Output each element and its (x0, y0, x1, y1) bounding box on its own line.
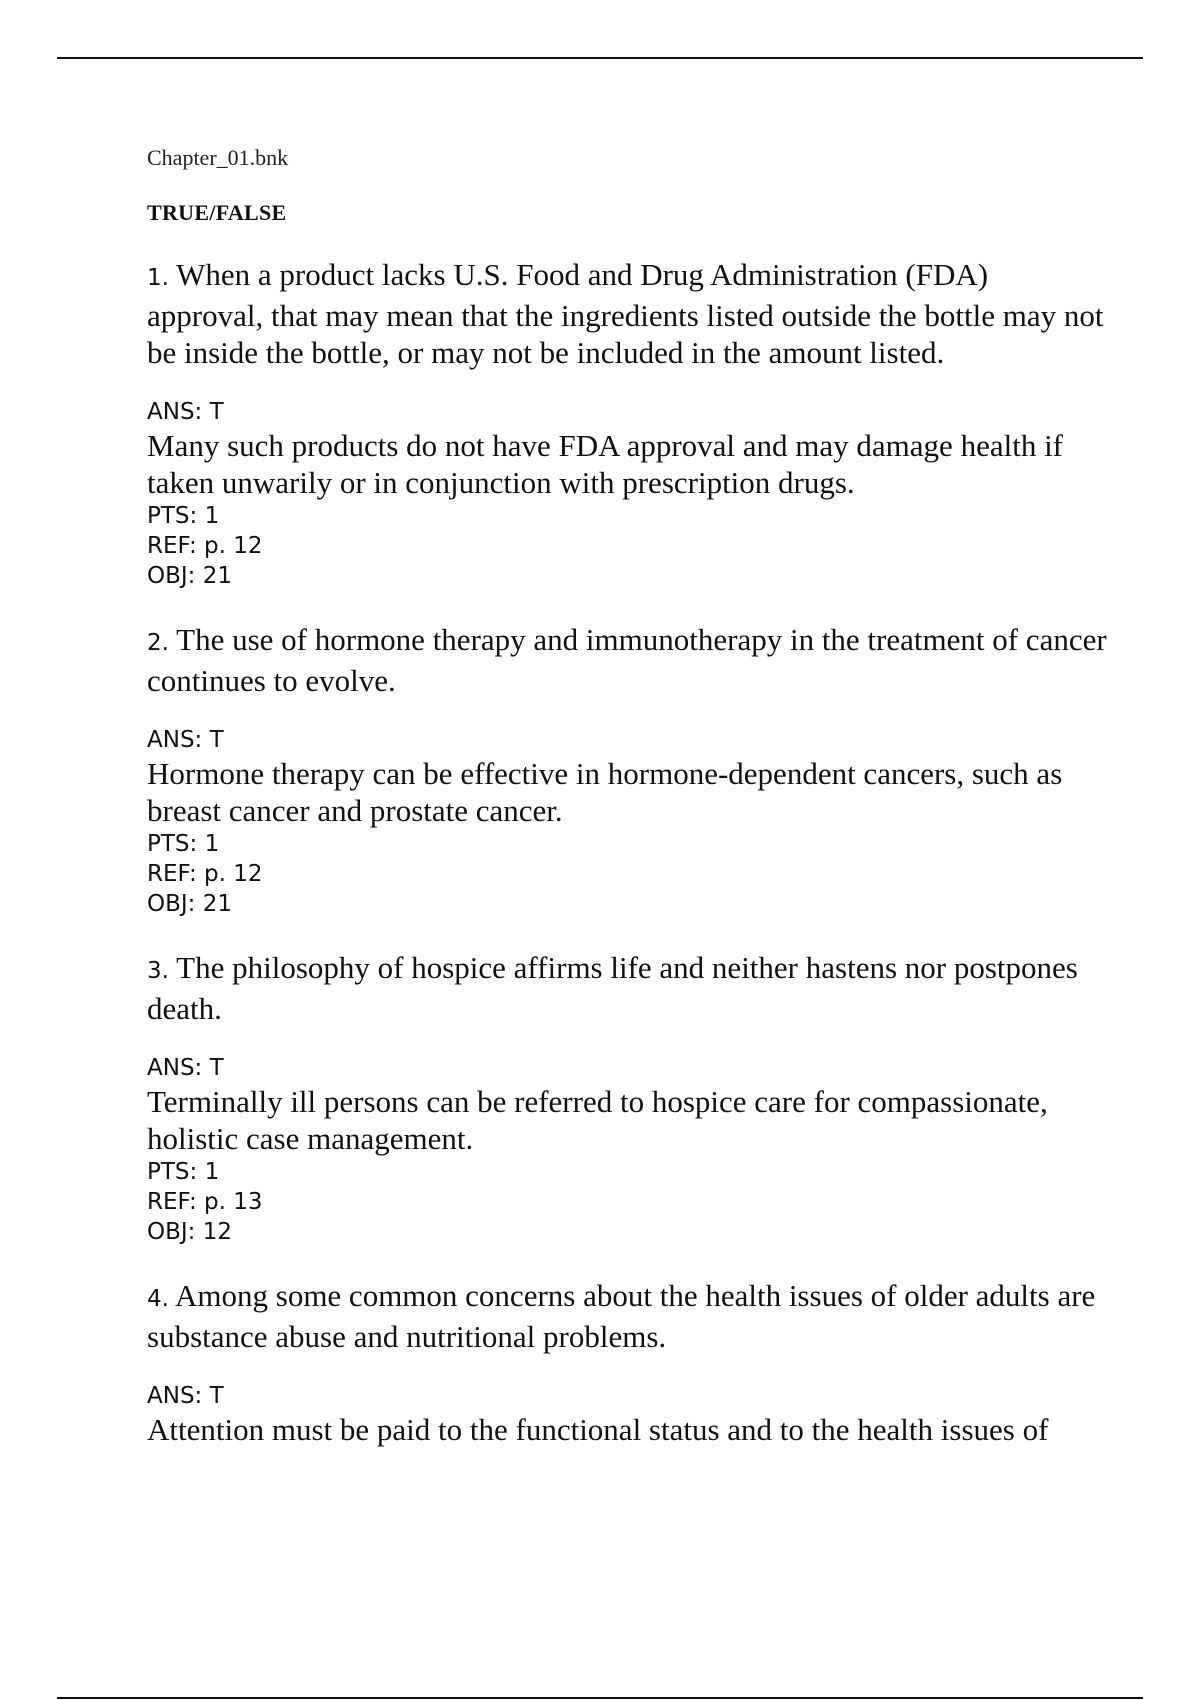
answer-key: ANS: T (147, 1383, 224, 1409)
document-filename: Chapter_01.bnk (147, 145, 289, 170)
points-value: PTS: 1 (147, 831, 220, 857)
page-reference: REF: p. 12 (147, 533, 263, 559)
page-reference: REF: p. 13 (147, 1189, 263, 1215)
question-number: 3. (147, 958, 169, 984)
section-heading: TRUE/FALSE (147, 200, 287, 225)
question-text (147, 1277, 1107, 1355)
question-text (147, 256, 1107, 371)
question-block (147, 256, 1107, 591)
question-body: The philosophy of hospice affirms life and neither hastens nor postpones death. (147, 950, 1078, 1026)
points-value: PTS: 1 (147, 503, 220, 529)
points-value: PTS: 1 (147, 1159, 220, 1185)
question-block (147, 949, 1107, 1247)
answer-rationale: Hormone therapy can be effective in hormone-dependent cancers, such as breast cancer and prostate cancer. (147, 756, 1063, 828)
answer-key: ANS: T (147, 727, 224, 753)
answer-rationale: Attention must be paid to the functional status and to the health issues of (147, 1412, 1049, 1447)
top-rule (57, 57, 1143, 59)
bottom-rule (57, 1697, 1143, 1699)
question-text (147, 621, 1107, 699)
question-body: Among some common concerns about the health issues of older adults are substance abuse and nutritional problems. (147, 1278, 1096, 1354)
question-text (147, 949, 1107, 1027)
answer-key: ANS: T (147, 1055, 224, 1081)
question-number: 2. (147, 630, 169, 656)
answer-rationale: Many such products do not have FDA approval and may damage health if taken unwarily or in conjunction with prescription drugs. (147, 428, 1063, 500)
answer-key: ANS: T (147, 399, 224, 425)
question-number: 1. (147, 265, 169, 291)
question-body: When a product lacks U.S. Food and Drug Administration (FDA) approval, that may mean that the ingredients listed outside the bottle may not be inside the bottle, or may not be included in the amount listed. (147, 257, 1104, 370)
question-body: The use of hormone therapy and immunotherapy in the treatment of cancer continues to evolve. (147, 622, 1107, 698)
question-number: 4. (147, 1286, 169, 1312)
objective-number: OBJ: 21 (147, 563, 232, 589)
page-reference: REF: p. 12 (147, 861, 263, 887)
question-block (147, 1277, 1107, 1448)
objective-number: OBJ: 21 (147, 891, 232, 917)
page-content (147, 143, 1107, 1448)
objective-number: OBJ: 12 (147, 1219, 232, 1245)
answer-rationale: Terminally ill persons can be referred to hospice care for compassionate, holistic case management. (147, 1084, 1048, 1156)
question-block (147, 621, 1107, 919)
